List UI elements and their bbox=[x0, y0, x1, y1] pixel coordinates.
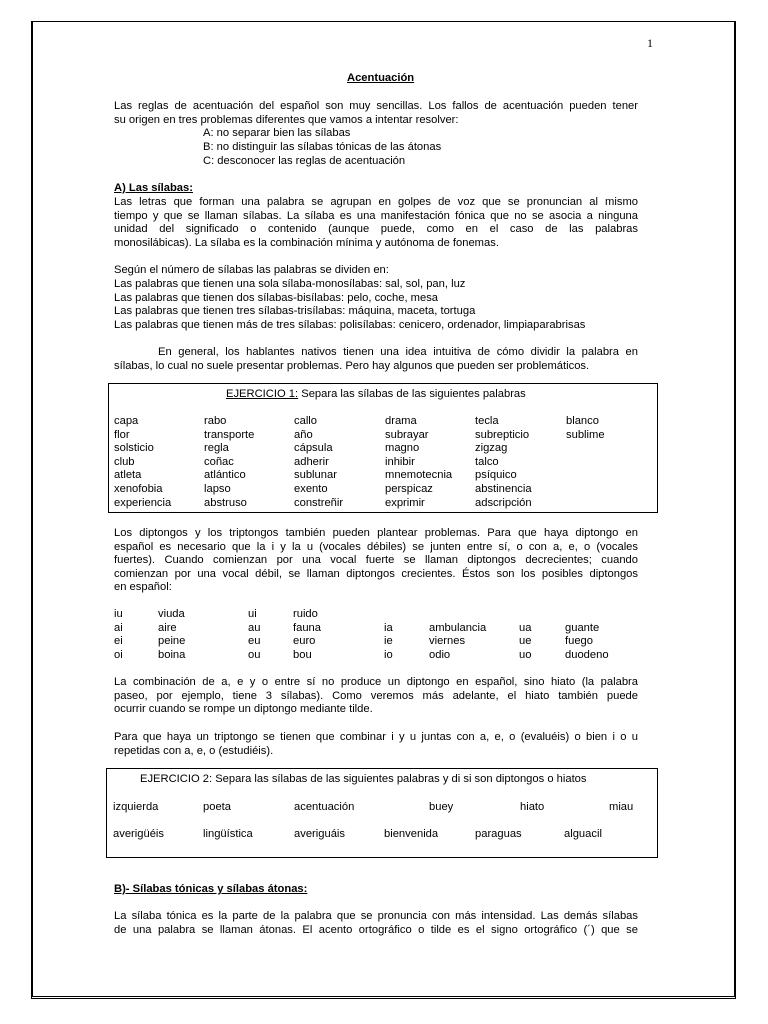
classification-intro: Según el número de sílabas las palabras se dividen en: bbox=[114, 264, 389, 276]
exercise-word: poeta bbox=[203, 801, 231, 813]
diphthong-example: fauna bbox=[293, 621, 321, 634]
paragraph-line: La combinación de a, e y o entre sí no produce un diptongo en español, sino hiato (la palabra bbox=[114, 676, 638, 688]
exercise-word: lapso bbox=[204, 483, 231, 495]
exercise-word: mnemotecnia bbox=[385, 469, 453, 482]
exercise-word: izquierda bbox=[113, 801, 159, 813]
exercise-word: solsticio bbox=[114, 442, 154, 455]
exercise-word: drama bbox=[385, 415, 417, 427]
diphthong-example: boina bbox=[158, 648, 186, 661]
exercise-word: talco bbox=[475, 455, 499, 468]
section-a-paragraph bbox=[114, 196, 638, 250]
paragraph-line: unidad del significado o contenido (aunque puede, como en el caso de las palabras bbox=[114, 223, 638, 236]
diphthong-pair: ua bbox=[519, 621, 532, 634]
general-paragraph bbox=[114, 346, 638, 373]
diphthong-pair: ai bbox=[114, 621, 123, 634]
intro-item: C: desconocer las reglas de acentuación bbox=[203, 155, 406, 167]
diphthong-example: aire bbox=[158, 621, 177, 634]
exercise-word: zigzag bbox=[475, 442, 508, 455]
exercise-word: xenofobia bbox=[114, 483, 163, 495]
classification-row: Las palabras que tienen dos sílabas-bisílabas: pelo, coche, mesa bbox=[114, 292, 439, 304]
exercise-word: coñac bbox=[204, 455, 234, 468]
diphthong-pair: uo bbox=[519, 648, 532, 661]
hiato-paragraph bbox=[114, 676, 638, 717]
exercise-word: flor bbox=[114, 428, 130, 441]
paragraph-line: tiempo y que se llaman sílabas. La sílaba es una manifestación fónica que no se asocia a ninguna bbox=[114, 209, 638, 222]
diphthong-example: peine bbox=[158, 635, 186, 648]
diphthong-example: duodeno bbox=[565, 648, 609, 661]
paragraph-line: ocurrir cuando se rompe un diptongo mediante tilde. bbox=[114, 703, 373, 716]
exercise-2-box bbox=[106, 768, 658, 858]
diphthong-example: bou bbox=[293, 648, 312, 661]
exercise-word: rabo bbox=[204, 415, 227, 427]
intro-item: A: no separar bien las sílabas bbox=[203, 127, 351, 139]
classification-row: Las palabras que tienen tres sílabas-trisílabas: máquina, maceta, tortuga bbox=[114, 305, 476, 317]
paragraph-line: Los diptongos y los triptongos también pueden plantear problemas. Para que haya diptongo en bbox=[114, 527, 638, 539]
exercise-word: cápsula bbox=[294, 442, 333, 455]
exercise-word: magno bbox=[385, 442, 420, 455]
exercise-word: perspicaz bbox=[385, 483, 433, 495]
diphthong-pair: io bbox=[384, 648, 393, 661]
exercise-word: abstinencia bbox=[475, 483, 532, 495]
paragraph-line: sílabas, lo cual no suele presentar problemas. Pero hay algunos que pueden ser problemáticos. bbox=[114, 359, 590, 372]
diphthong-pair: iu bbox=[114, 608, 123, 620]
exercise-word: hiato bbox=[520, 801, 545, 813]
diphthong-pair: ia bbox=[384, 621, 393, 634]
diphthong-pair: au bbox=[248, 621, 261, 634]
diphthongs-paragraph bbox=[114, 527, 638, 595]
exercise-word: experiencia bbox=[114, 496, 172, 509]
paragraph-line: de una palabra se llaman átonas. El acento ortográfico o tilde es el signo ortográfico (´) que se bbox=[114, 923, 638, 936]
exercise-word: capa bbox=[114, 415, 139, 427]
exercise-word: miau bbox=[609, 801, 634, 813]
exercise-word: año bbox=[294, 428, 313, 441]
paragraph-line: En general, los hablantes nativos tienen una idea intuitiva de cómo dividir la palabra en bbox=[158, 346, 638, 358]
exercise-word: subrayar bbox=[385, 428, 429, 441]
paragraph-line: español es necesario que la i y la u (vocales débiles) se junten entre sí, o con a, e, o (vocales bbox=[114, 540, 638, 553]
paragraph-line: Para que haya un triptongo se tienen que combinar i y u juntas con a, e, o (evaluéis) o bien i o u bbox=[114, 731, 638, 743]
diphthong-example: viernes bbox=[429, 635, 466, 648]
intro-item: B: no distinguir las sílabas tónicas de las átonas bbox=[203, 141, 442, 153]
exercise-word: constreñir bbox=[294, 496, 344, 509]
diphthong-example: ambulancia bbox=[429, 621, 487, 634]
exercise-word: psíquico bbox=[475, 469, 517, 482]
diphthong-pair: eu bbox=[248, 635, 261, 648]
exercise-word: averiguáis bbox=[294, 828, 345, 840]
exercise-word: atleta bbox=[114, 469, 142, 482]
intro-line: su origen en tres problemas diferentes que vamos a intentar resolver: bbox=[114, 113, 459, 126]
exercise-1-title bbox=[226, 388, 526, 402]
exercise-word: buey bbox=[429, 801, 454, 813]
page-number: 1 bbox=[647, 36, 653, 50]
paragraph-line: monosilábicas). La sílaba es la combinación mínima y autónoma de fonemas. bbox=[114, 236, 499, 249]
exercise-word: exprimir bbox=[385, 496, 425, 509]
exercise-1-box bbox=[108, 383, 658, 513]
triptongo-paragraph bbox=[114, 731, 638, 758]
exercise-word: adscripción bbox=[475, 496, 532, 509]
exercise-word: tecla bbox=[475, 415, 499, 427]
diphthong-pair: ie bbox=[384, 635, 393, 648]
classification-row: Las palabras que tienen una sola sílaba-monosílabas: sal, sol, pan, luz bbox=[114, 278, 466, 290]
exercise-word: abstruso bbox=[204, 496, 247, 509]
paragraph-line: fuertes). Cuando comienzan por una vocal fuerte se llaman diptongos decrecientes; cuando bbox=[114, 554, 638, 567]
section-b-paragraph bbox=[114, 910, 638, 937]
exercise-word: subrepticio bbox=[475, 428, 530, 441]
paragraph-line: en español: bbox=[114, 581, 172, 594]
exercise-1-label: EJERCICIO 1: bbox=[226, 388, 299, 400]
section-b-heading: B)- Sílabas tónicas y sílabas átonas: bbox=[114, 883, 308, 895]
paragraph-line: Las letras que forman una palabra se agrupan en golpes de voz que se pronuncian al mismo bbox=[114, 196, 638, 208]
exercise-2-title: EJERCICIO 2: Separa las sílabas de las siguientes palabras y di si son diptongos o hiatos bbox=[140, 773, 587, 785]
diphthong-pair: ei bbox=[114, 635, 123, 648]
paragraph-line: repetidas con a, e, o (estudiéis). bbox=[114, 744, 274, 757]
exercise-word: lingüística bbox=[203, 828, 253, 840]
exercise-word: blanco bbox=[566, 415, 599, 427]
exercise-1-instruction: Separa las sílabas de las siguientes palabras bbox=[298, 388, 526, 400]
page-title: Acentuación bbox=[347, 72, 415, 84]
intro-line: Las reglas de acentuación del español son muy sencillas. Los fallos de acentuación pueden tener bbox=[114, 100, 638, 112]
diphthong-example: euro bbox=[293, 635, 316, 648]
paragraph-line: comienzan por una vocal débil, se llaman diptongos crecientes. Éstos son los posibles diptongos bbox=[114, 567, 638, 580]
diphthong-example: ruido bbox=[293, 608, 318, 620]
exercise-word: adherir bbox=[294, 455, 329, 468]
exercise-word: sublime bbox=[566, 428, 605, 441]
intro-paragraph bbox=[114, 100, 638, 127]
diphthong-example: guante bbox=[565, 621, 600, 634]
classification-row: Las palabras que tienen más de tres sílabas: polisílabas: cenicero, ordenador, limpiaparabrisas bbox=[114, 319, 586, 331]
diphthong-example: odio bbox=[429, 648, 451, 661]
exercise-word: bienvenida bbox=[384, 828, 439, 840]
exercise-word: callo bbox=[294, 415, 318, 427]
exercise-word: exento bbox=[294, 483, 328, 495]
exercise-word: alguacil bbox=[564, 828, 602, 840]
diphthong-example: fuego bbox=[565, 635, 593, 648]
exercise-word: inhibir bbox=[385, 455, 415, 468]
exercise-word: regla bbox=[204, 442, 229, 455]
exercise-word: transporte bbox=[204, 428, 255, 441]
section-a-heading: A) Las sílabas: bbox=[114, 182, 193, 194]
diphthong-pair: ue bbox=[519, 635, 532, 648]
diphthong-pair: oi bbox=[114, 648, 123, 661]
paragraph-line: paseo, por ejemplo, tiene 3 sílabas). Como veremos más adelante, el hiato también puede bbox=[114, 689, 638, 702]
exercise-word: sublunar bbox=[294, 469, 337, 482]
exercise-word: paraguas bbox=[475, 828, 522, 840]
diphthong-pair: ou bbox=[248, 648, 261, 661]
exercise-word: acentuación bbox=[294, 801, 355, 813]
paragraph-line: La sílaba tónica es la parte de la palabra que se pronuncia con más intensidad. Las demás sílabas bbox=[114, 910, 638, 922]
exercise-word: averigüéis bbox=[113, 828, 164, 840]
exercise-word: atlántico bbox=[204, 469, 246, 482]
diphthong-pair: ui bbox=[248, 608, 257, 620]
exercise-word: club bbox=[114, 455, 135, 468]
diphthong-example: viuda bbox=[158, 608, 185, 620]
